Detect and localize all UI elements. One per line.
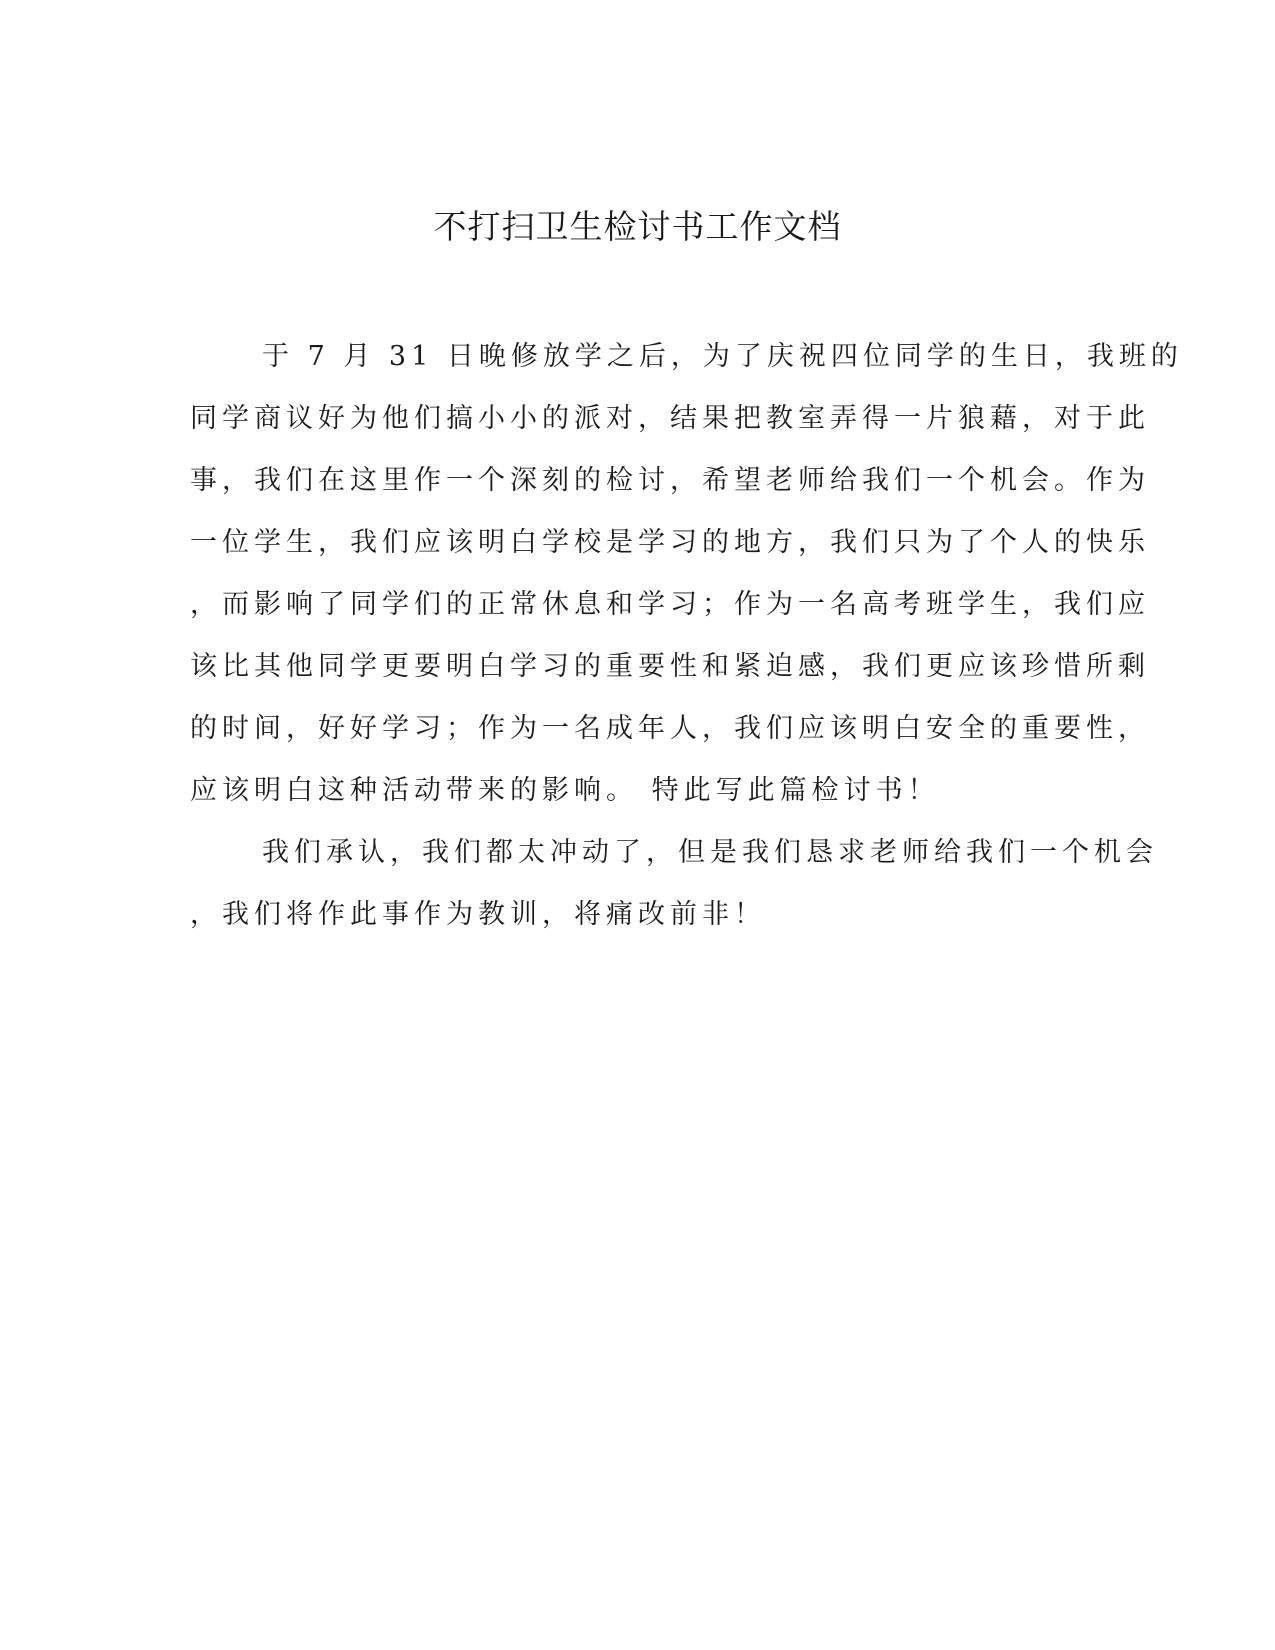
paragraph-line: ，我们将作此事作为教训，将痛改前非！ (190, 899, 766, 930)
paragraph-2 (190, 822, 1158, 946)
paragraph-line: 事，我们在这里作一个深刻的检讨，希望老师给我们一个机会。作为 (190, 465, 1150, 496)
paragraph-line: 一位学生，我们应该明白学校是学习的地方，我们只为了个人的快乐 (190, 527, 1150, 558)
paragraph-line: 的时间，好好学习；作为一名成年人，我们应该明白安全的重要性， (190, 713, 1150, 744)
paragraph-line: ，而影响了同学们的正常休息和学习；作为一名高考班学生，我们应 (190, 589, 1150, 620)
paragraph-line: 应该明白这种活动带来的影响。 特此写此篇检讨书！ (190, 775, 940, 806)
paragraph-line: 同学商议好为他们搞小小的派对，结果把教室弄得一片狼藉，对于此 (190, 403, 1150, 434)
paragraph-line: 于 7 月 31 日晚修放学之后，为了庆祝四位同学的生日，我班的 (262, 341, 1183, 372)
paragraph-1 (190, 326, 1183, 822)
document-title: 不打扫卫生检讨书工作文档 (433, 207, 842, 246)
paragraph-line: 我们承认，我们都太冲动了，但是我们恳求老师给我们一个机会 (262, 837, 1158, 868)
paragraph-line: 该比其他同学更要明白学习的重要性和紧迫感，我们更应该珍惜所剩 (190, 651, 1150, 682)
